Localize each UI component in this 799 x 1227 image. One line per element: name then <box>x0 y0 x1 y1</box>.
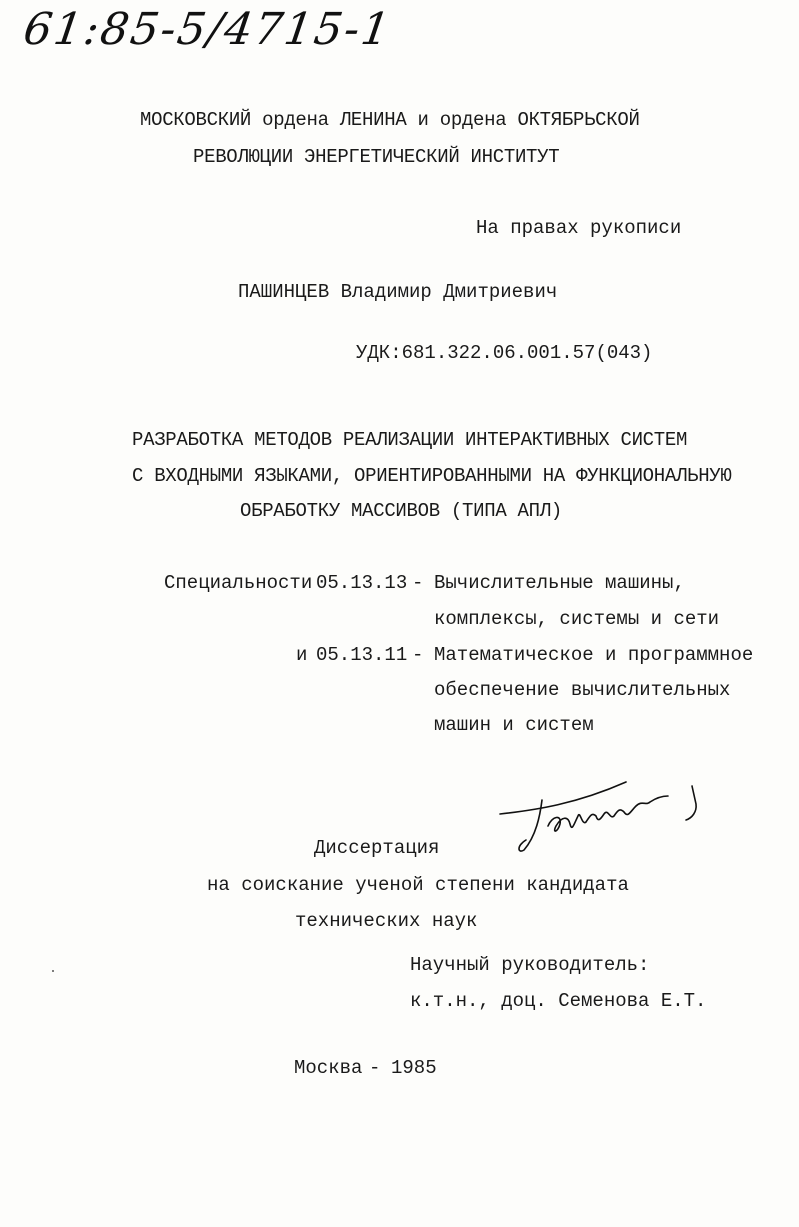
supervisor-name: к.т.н., доц. Семенова Е.Т. <box>410 990 707 1012</box>
specialty-2-desc-line-3: машин и систем <box>434 714 594 736</box>
footer-city: Москва <box>294 1057 363 1079</box>
specialties-label: Специальности <box>164 572 313 594</box>
footer-year: 1985 <box>391 1057 437 1079</box>
institution-line-1: МОСКОВСКИЙ ордена ЛЕНИНА и ордена ОКТЯБРЬСКОЙ <box>140 109 640 131</box>
specialty-dash-2: - <box>412 644 424 666</box>
specialty-2-desc-line-2: обеспечение вычислительных <box>434 679 731 701</box>
signature <box>496 776 716 856</box>
footer-dash: - <box>369 1057 381 1079</box>
specialty-code-1: 05.13.13 <box>316 572 408 594</box>
title-line-3: ОБРАБОТКУ МАССИВОВ (ТИПА АПЛ) <box>240 500 562 522</box>
manuscript-rights: На правах рукописи <box>476 217 682 239</box>
specialty-conjunction: и <box>296 644 308 666</box>
supervisor-label: Научный руководитель: <box>410 954 650 976</box>
institution-line-2: РЕВОЛЮЦИИ ЭНЕРГЕТИЧЕСКИЙ ИНСТИТУТ <box>193 146 560 168</box>
dissertation-line-1: Диссертация <box>314 837 440 859</box>
specialty-dash-1: - <box>412 572 424 594</box>
title-line-1: РАЗРАБОТКА МЕТОДОВ РЕАЛИЗАЦИИ ИНТЕРАКТИВНЫХ СИСТЕМ <box>132 429 688 451</box>
specialty-code-2: 05.13.11 <box>316 644 408 666</box>
specialty-1-desc-line-2: комплексы, системы и сети <box>434 608 720 630</box>
archive-code-handwritten: 61:85-5/4715-1 <box>20 4 395 55</box>
dissertation-line-2: на соискание ученой степени кандидата <box>207 874 629 896</box>
title-line-2: С ВХОДНЫМИ ЯЗЫКАМИ, ОРИЕНТИРОВАННЫМИ НА ФУНКЦИОНАЛЬНУЮ <box>132 465 732 487</box>
dissertation-line-3: технических наук <box>295 910 478 932</box>
author-name: ПАШИНЦЕВ Владимир Дмитриевич <box>238 281 558 303</box>
specialty-1-desc-line-1: Вычислительные машины, <box>434 572 685 594</box>
specialty-2-desc-line-1: Математическое и программное <box>434 644 754 666</box>
udc-code: УДК:681.322.06.001.57(043) <box>356 342 653 364</box>
scan-speck <box>52 970 54 972</box>
